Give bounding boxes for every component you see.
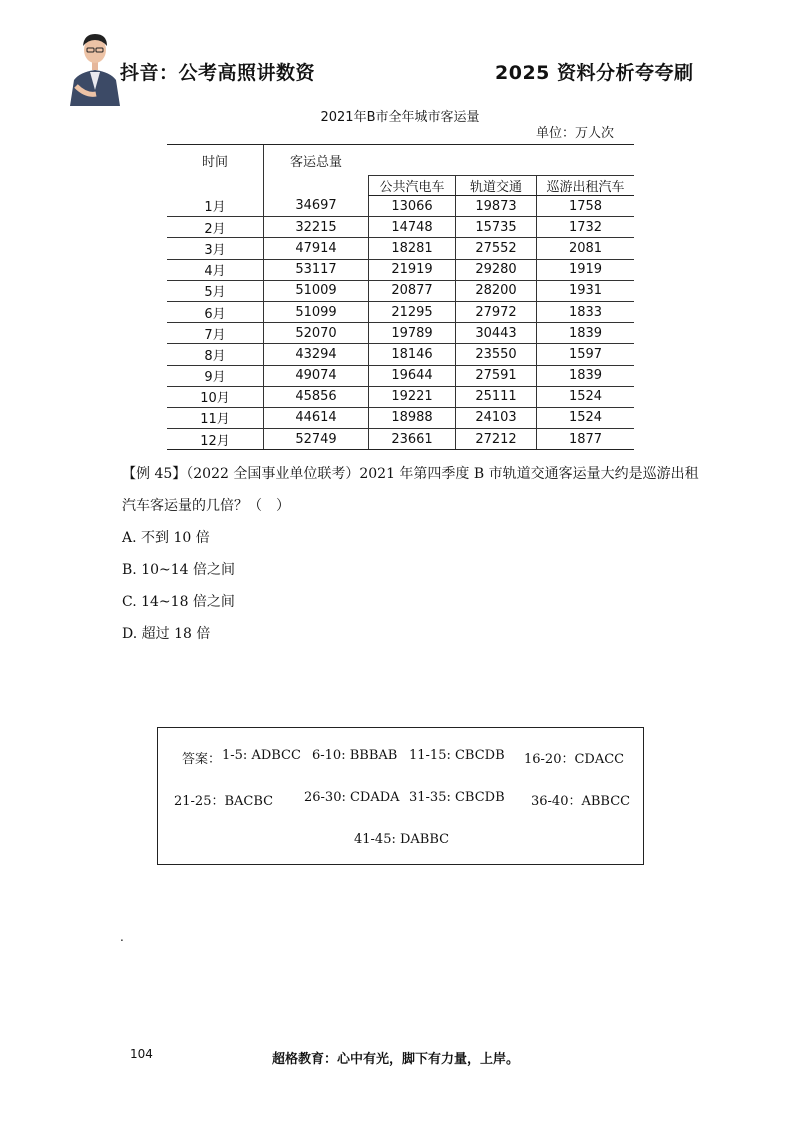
question-line-2: 汽车客运量的几倍？（ ） xyxy=(122,498,290,514)
table-row xyxy=(167,238,634,259)
cell-month: 4月 xyxy=(167,259,264,280)
cell-bus: 13066 xyxy=(369,196,456,217)
cell-rail: 25111 xyxy=(456,386,537,407)
cell-month: 8月 xyxy=(167,344,264,365)
table-row xyxy=(167,196,634,217)
table-row xyxy=(167,217,634,238)
table-row xyxy=(167,301,634,322)
table-row xyxy=(167,323,634,344)
answer-item: 21-25：BACBC xyxy=(174,794,274,809)
cell-month: 1月 xyxy=(167,196,264,217)
cell-total: 32215 xyxy=(264,217,369,238)
cell-rail: 19873 xyxy=(456,196,537,217)
table-row xyxy=(167,365,634,386)
answer-item: 31-35: CBCDB xyxy=(409,790,505,805)
cell-taxi: 1758 xyxy=(537,196,635,217)
cell-bus: 18146 xyxy=(369,344,456,365)
cell-taxi: 1524 xyxy=(537,386,635,407)
presenter-avatar xyxy=(66,30,124,106)
cell-rail: 27972 xyxy=(456,301,537,322)
cell-total: 51009 xyxy=(264,280,369,301)
cell-rail: 24103 xyxy=(456,407,537,428)
table-row xyxy=(167,429,634,450)
table-row xyxy=(167,407,634,428)
answer-item: 16-20：CDACC xyxy=(524,752,625,767)
option-b: B. 10~14 倍之间 xyxy=(122,562,235,578)
cell-rail: 27591 xyxy=(456,365,537,386)
header-rail: 轨道交通 xyxy=(456,176,537,196)
table-title: 2021年B市全年城市客运量 xyxy=(320,110,480,125)
cell-rail: 28200 xyxy=(456,280,537,301)
table-header-row xyxy=(167,145,634,176)
answer-item: 36-40：ABBCC xyxy=(531,794,631,809)
cell-taxi: 1877 xyxy=(537,429,635,450)
cell-taxi: 1839 xyxy=(537,323,635,344)
header-bus: 公共汽电车 xyxy=(369,176,456,196)
header-taxi: 巡游出租汽车 xyxy=(537,176,635,196)
page-number: 104 xyxy=(130,1047,153,1061)
cell-month: 5月 xyxy=(167,280,264,301)
cell-bus: 19789 xyxy=(369,323,456,344)
cell-taxi: 1839 xyxy=(537,365,635,386)
cell-month: 9月 xyxy=(167,365,264,386)
cell-month: 3月 xyxy=(167,238,264,259)
header-time: 时间 xyxy=(167,145,264,196)
stray-dot: . xyxy=(120,930,124,944)
cell-total: 34697 xyxy=(264,196,369,217)
header-channel-title: 抖音：公考高照讲数资 xyxy=(120,62,316,84)
cell-bus: 21919 xyxy=(369,259,456,280)
cell-rail: 15735 xyxy=(456,217,537,238)
cell-bus: 21295 xyxy=(369,301,456,322)
cell-total: 52749 xyxy=(264,429,369,450)
cell-bus: 19221 xyxy=(369,386,456,407)
cell-bus: 23661 xyxy=(369,429,456,450)
header-total: 客运总量 xyxy=(264,145,369,196)
answer-item: 11-15: CBCDB xyxy=(409,748,505,763)
cell-month: 10月 xyxy=(167,386,264,407)
cell-bus: 19644 xyxy=(369,365,456,386)
footer-slogan: 超格教育：心中有光，脚下有力量，上岸。 xyxy=(272,1052,520,1067)
cell-rail: 27552 xyxy=(456,238,537,259)
cell-bus: 18281 xyxy=(369,238,456,259)
table-row xyxy=(167,344,634,365)
cell-rail: 27212 xyxy=(456,429,537,450)
passenger-volume-table xyxy=(167,144,634,450)
table-row xyxy=(167,259,634,280)
question-line-1: 【例 45】（2022 全国事业单位联考）2021 年第四季度 B 市轨道交通客运量大约是巡游出租 xyxy=(122,466,699,482)
cell-month: 12月 xyxy=(167,429,264,450)
cell-taxi: 2081 xyxy=(537,238,635,259)
table-row xyxy=(167,280,634,301)
option-a: A. 不到 10 倍 xyxy=(122,530,210,546)
cell-rail: 29280 xyxy=(456,259,537,280)
cell-month: 7月 xyxy=(167,323,264,344)
answer-label: 答案： xyxy=(182,752,222,767)
cell-total: 53117 xyxy=(264,259,369,280)
cell-taxi: 1833 xyxy=(537,301,635,322)
cell-taxi: 1732 xyxy=(537,217,635,238)
cell-month: 2月 xyxy=(167,217,264,238)
cell-total: 44614 xyxy=(264,407,369,428)
cell-taxi: 1931 xyxy=(537,280,635,301)
cell-rail: 30443 xyxy=(456,323,537,344)
cell-total: 47914 xyxy=(264,238,369,259)
table-unit: 单位：万人次 xyxy=(536,126,615,141)
cell-month: 6月 xyxy=(167,301,264,322)
header-book-title: 2025 资料分析夸夸刷 xyxy=(495,62,694,84)
cell-total: 51099 xyxy=(264,301,369,322)
cell-rail: 23550 xyxy=(456,344,537,365)
answer-item: 41-45: DABBC xyxy=(354,832,450,847)
option-d: D. 超过 18 倍 xyxy=(122,626,211,642)
cell-bus: 18988 xyxy=(369,407,456,428)
question-text xyxy=(122,458,702,522)
cell-total: 49074 xyxy=(264,365,369,386)
cell-total: 43294 xyxy=(264,344,369,365)
cell-total: 45856 xyxy=(264,386,369,407)
cell-month: 11月 xyxy=(167,407,264,428)
cell-total: 52070 xyxy=(264,323,369,344)
answer-key-box xyxy=(157,727,644,865)
cell-taxi: 1919 xyxy=(537,259,635,280)
answer-item: 6-10: BBBAB xyxy=(312,748,398,763)
option-c: C. 14~18 倍之间 xyxy=(122,594,235,610)
cell-taxi: 1597 xyxy=(537,344,635,365)
cell-bus: 14748 xyxy=(369,217,456,238)
cell-bus: 20877 xyxy=(369,280,456,301)
cell-taxi: 1524 xyxy=(537,407,635,428)
table-row xyxy=(167,386,634,407)
answer-item: 1-5: ADBCC xyxy=(222,748,301,763)
answer-item: 26-30: CDADA xyxy=(304,790,400,805)
